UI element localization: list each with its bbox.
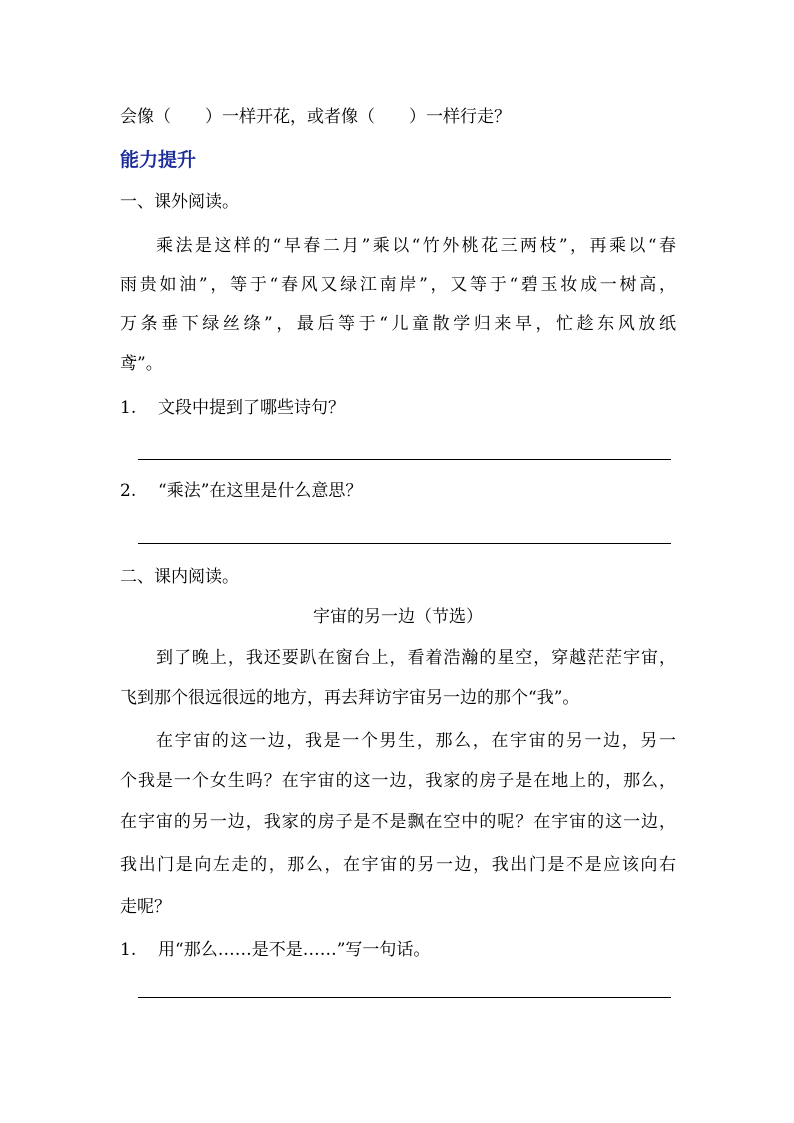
answer-line[interactable] xyxy=(138,543,671,544)
answer-line[interactable] xyxy=(138,459,671,460)
part1-heading: 一、课外阅读。 xyxy=(120,192,239,212)
passage-line: 乘法是这样的“早春二月”乘以“竹外桃花三两枝”，再乘以“春 xyxy=(156,236,676,256)
reading-line: 到了晚上，我还要趴在窗台上，看着浩瀚的星空，穿越茫茫宇宙， xyxy=(156,648,676,668)
question-number: 2. xyxy=(120,481,137,501)
question-text: 用“那么……是不是……”写一句话。 xyxy=(158,940,431,960)
section-title: 能力提升 xyxy=(120,149,197,171)
reading-line: 个我是一个女生吗？在宇宙的这一边，我家的房子是在地上的，那么， xyxy=(120,771,676,791)
question-text: 文段中提到了哪些诗句？ xyxy=(158,398,345,418)
passage-line: 雨贵如油”，等于“春风又绿江南岸”，又等于“碧玉妆成一树高， xyxy=(120,275,676,295)
part2-heading: 二、课内阅读。 xyxy=(120,567,239,587)
reading-title: 宇宙的另一边（节选） xyxy=(313,607,483,627)
previous-question-tail: 会像（ ）一样开花，或者像（ ）一样行走？ xyxy=(120,107,511,127)
reading-line: 走呢？ xyxy=(120,897,171,917)
answer-line[interactable] xyxy=(138,997,671,998)
reading-line: 在宇宙的另一边，我家的房子是不是飘在空中的呢？在宇宙的这一边， xyxy=(120,812,676,832)
passage-line: 鸢”。 xyxy=(120,354,163,374)
reading-line: 飞到那个很远很远的地方，再去拜访宇宙另一边的那个“我”。 xyxy=(120,688,580,708)
reading-line: 在宇宙的这一边，我是一个男生，那么，在宇宙的另一边，另一 xyxy=(156,731,676,751)
question-number: 1. xyxy=(120,940,137,960)
passage-line: 万条垂下绿丝绦”，最后等于“儿童散学归来早，忙趁东风放纸 xyxy=(120,314,676,334)
question-text: “乘法”在这里是什么意思？ xyxy=(158,481,363,501)
question-number: 1. xyxy=(120,398,137,418)
reading-line: 我出门是向左走的，那么，在宇宙的另一边，我出门是不是应该向右 xyxy=(120,855,676,875)
